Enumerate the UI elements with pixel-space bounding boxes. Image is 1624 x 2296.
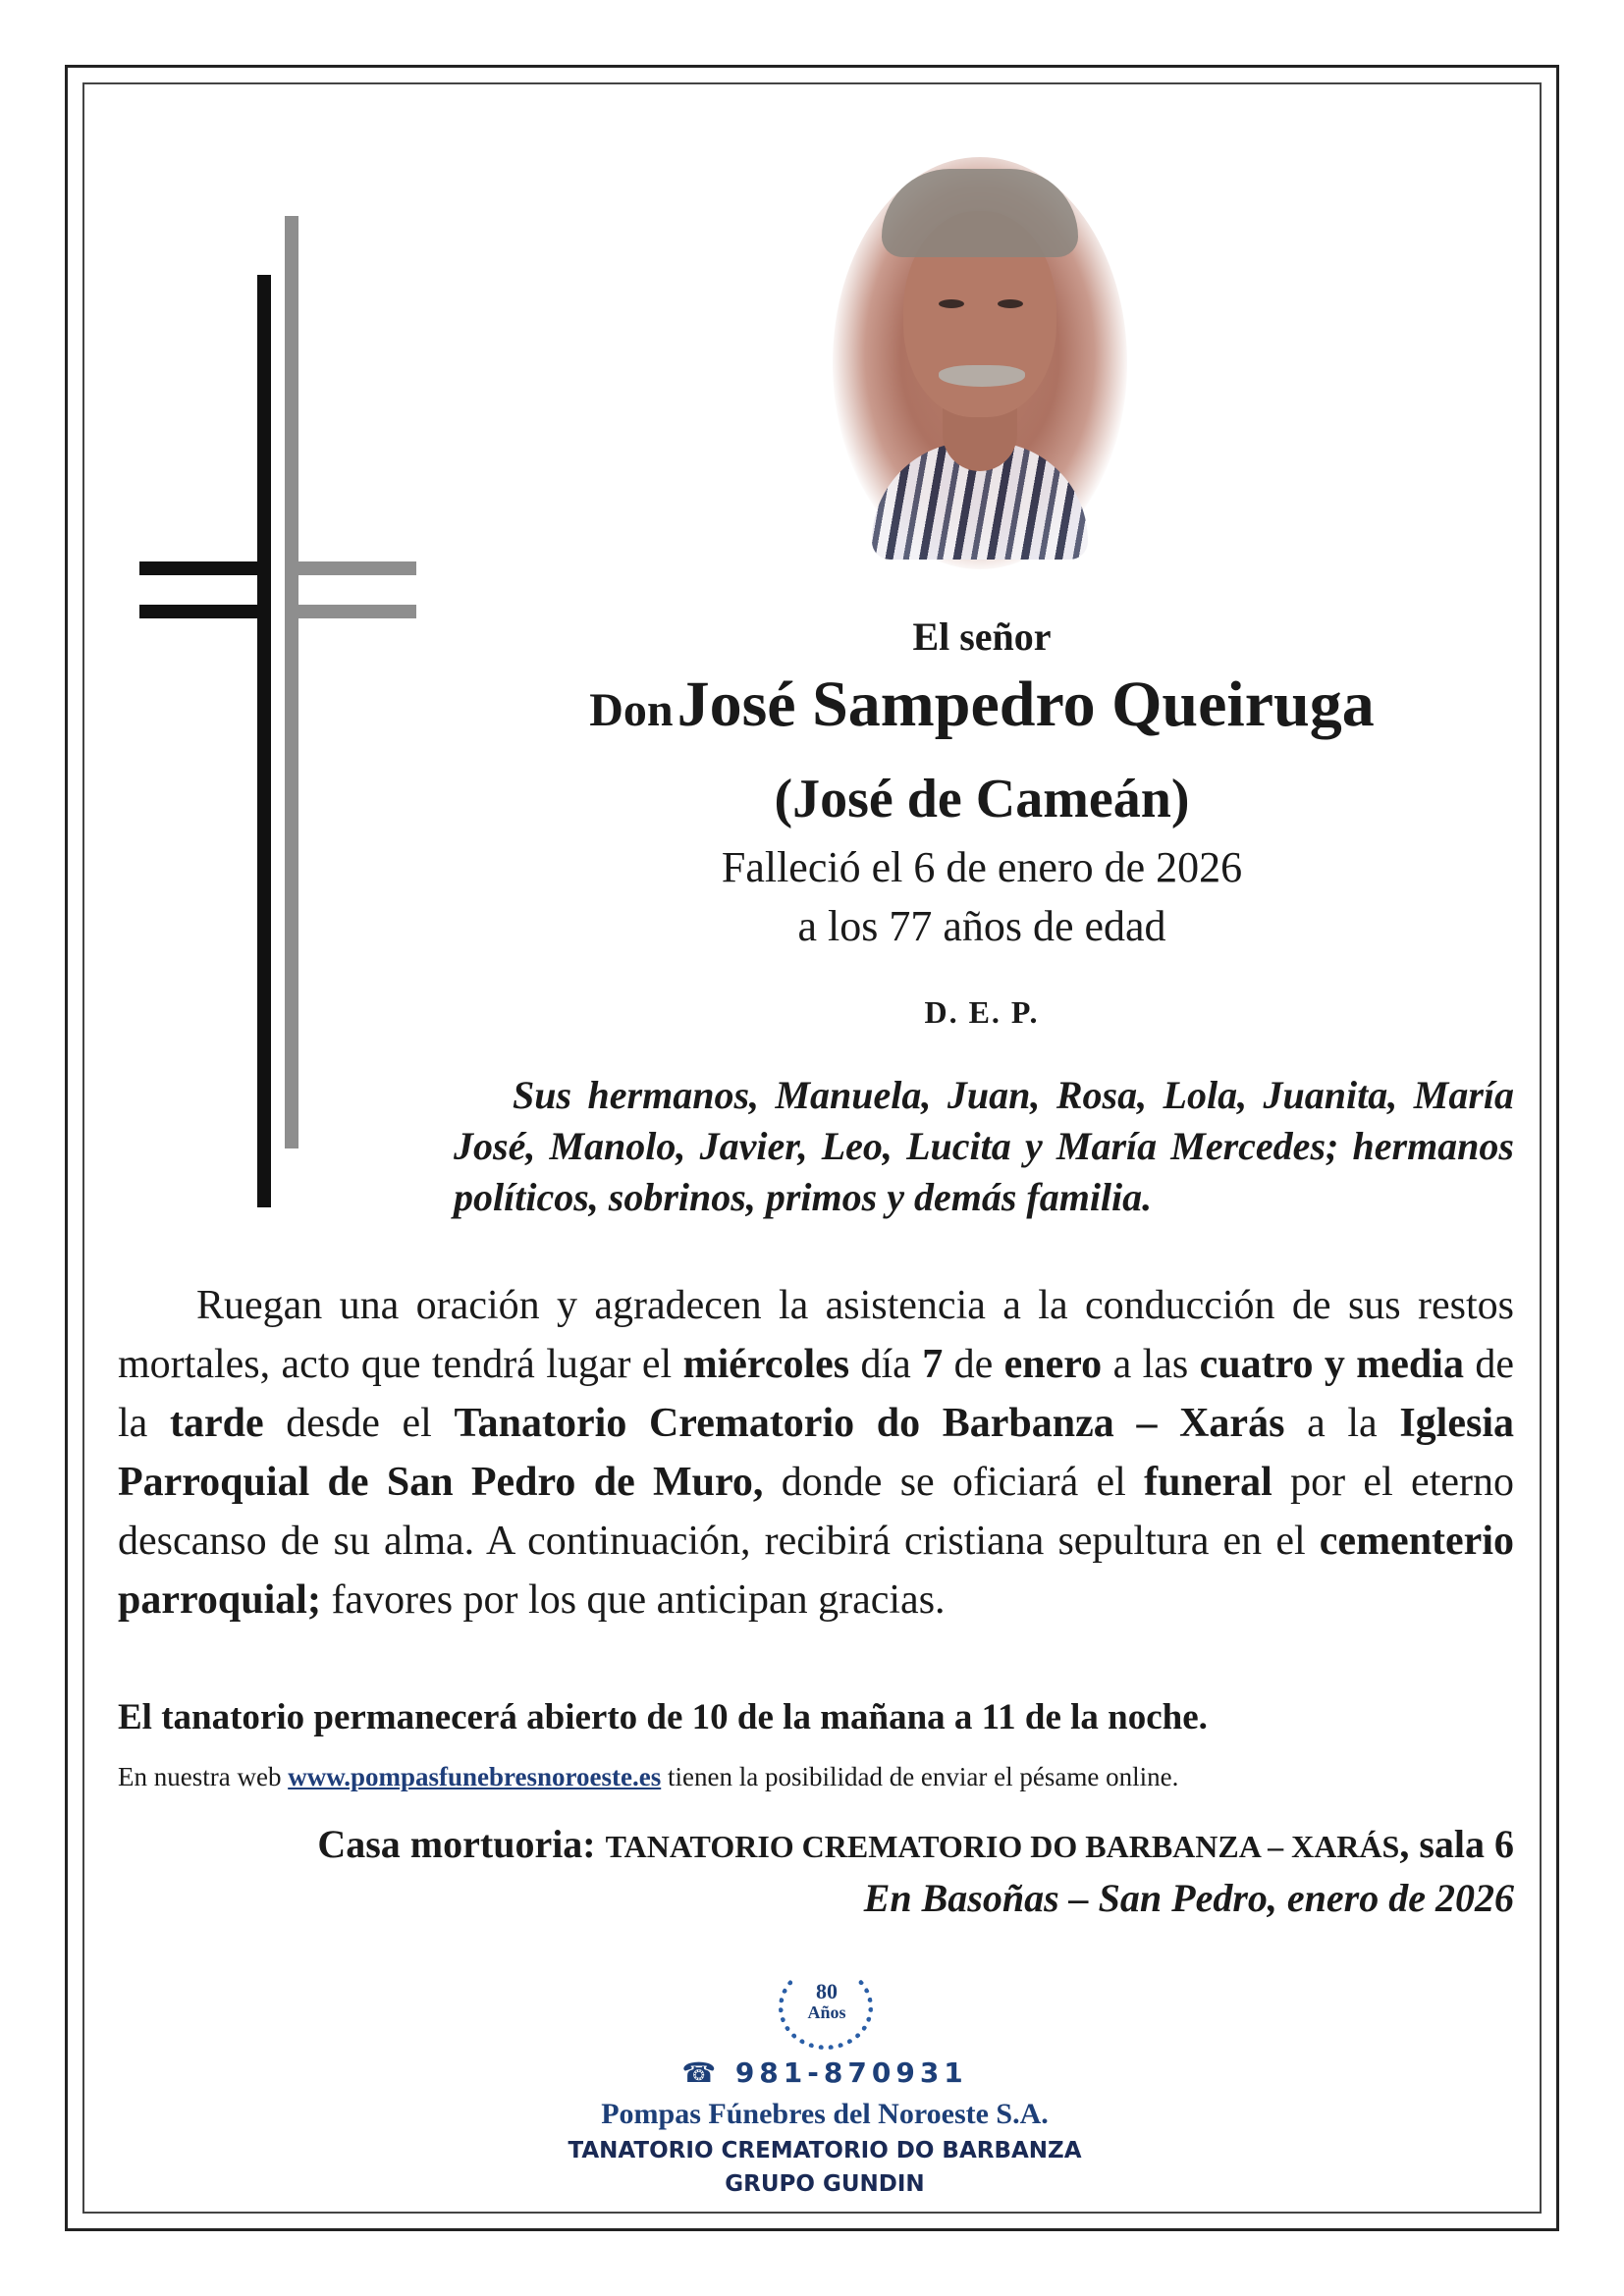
casa-mortuoria xyxy=(118,1821,1514,1867)
body-bold-cemetery: cementerio parroquial; xyxy=(118,1519,1514,1623)
cross-arm-right-top xyxy=(285,561,416,575)
body-bold-tanatorio: Tanatorio Crematorio do Barbanza – Xarás xyxy=(454,1401,1285,1446)
deceased-name xyxy=(452,667,1512,742)
logo-number: 80 xyxy=(816,1979,838,2003)
cross-vertical-black xyxy=(257,275,271,1207)
body-text-1: Ruegan una oración y agradecen la asistencia a la conducción de sus restos mortales, acto que tendrá lugar el xyxy=(118,1283,1514,1387)
full-name: José Sampedro Queiruga xyxy=(677,668,1375,740)
body-text-6: desde el xyxy=(263,1401,455,1446)
body-text-2: día xyxy=(849,1342,923,1387)
body-text-10: favores por los que anticipan gracias. xyxy=(320,1577,946,1623)
cross-arm-left-top xyxy=(139,561,271,575)
cross-icon xyxy=(137,216,422,1217)
website-link[interactable]: www.pompasfunebresnoroeste.es xyxy=(288,1762,662,1791)
body-text-4: a las xyxy=(1102,1342,1200,1387)
company-line-1: TANATORIO CREMATORIO DO BARBANZA xyxy=(568,2138,1082,2163)
alias: (José de Cameán) xyxy=(774,769,1190,829)
phone-number: 981-870931 xyxy=(734,2056,968,2089)
body-bold-time: cuatro y media xyxy=(1199,1342,1464,1387)
cross-arm-left-bottom xyxy=(139,605,271,618)
web-notice xyxy=(118,1762,1514,1792)
body-bold-month: enero xyxy=(1003,1342,1103,1387)
casa-sala: , sala 6 xyxy=(1399,1822,1514,1866)
ceremony-paragraph xyxy=(118,1276,1514,1629)
body-bold-day: miércoles xyxy=(682,1342,850,1387)
family-text: Sus hermanos, Manuela, Juan, Rosa, Lola, Juanita, María José, Manolo, Javier, Leo, Lucita y María Mercedes; hermanos políticos, sobrinos, primos y demás familia. xyxy=(454,1073,1514,1219)
web-prefix: En nuestra web xyxy=(118,1762,289,1791)
body-text-9: por el eterno descanso de su alma. A continuación, recibirá cristiana sepultura en el xyxy=(118,1460,1514,1564)
body-bold-date: 7 xyxy=(922,1342,944,1387)
cross-vertical-grey xyxy=(285,216,298,1148)
body-text-5: de la xyxy=(118,1342,1515,1446)
anniversary-laurel-icon xyxy=(773,1959,881,2054)
honorific: Don xyxy=(589,684,674,736)
age: a los 77 años de edad xyxy=(797,902,1166,950)
phone-icon: ☎ xyxy=(681,2056,722,2089)
company-name: Pompas Fúnebres del Noroeste S.A. xyxy=(601,2098,1049,2130)
body-text-3: de xyxy=(943,1342,1004,1387)
body-text-7: a la xyxy=(1284,1401,1400,1446)
logo-label: Años xyxy=(807,2002,846,2022)
casa-label: Casa mortuoria: xyxy=(317,1822,606,1866)
location-date: En Basoñas – San Pedro, enero de 2026 xyxy=(863,1876,1514,1920)
phone-line xyxy=(452,2056,1198,2089)
body-bold-afternoon: tarde xyxy=(169,1401,264,1446)
death-date: Falleció el 6 de enero de 2026 xyxy=(721,843,1243,891)
body-text-8: donde se oficiará el xyxy=(763,1460,1145,1505)
title-prefix: El señor xyxy=(912,614,1052,659)
web-suffix: tienen la posibilidad de enviar el pésame online. xyxy=(661,1762,1179,1791)
tanatorio-hours: El tanatorio permanecerá abierto de 10 de la mañana a 11 de la noche. xyxy=(118,1697,1208,1737)
body-bold-church: Iglesia Parroquial de San Pedro de Muro, xyxy=(118,1401,1514,1505)
company-line-2: GRUPO GUNDIN xyxy=(725,2171,925,2197)
cross-arm-right-bottom xyxy=(285,605,416,618)
body-bold-funeral: funeral xyxy=(1144,1460,1272,1505)
dep: D. E. P. xyxy=(924,994,1040,1030)
family-paragraph xyxy=(454,1070,1514,1223)
deceased-portrait xyxy=(833,157,1127,569)
casa-place: TANATORIO CREMATORIO DO BARBANZA – XARÁS xyxy=(605,1829,1400,1864)
